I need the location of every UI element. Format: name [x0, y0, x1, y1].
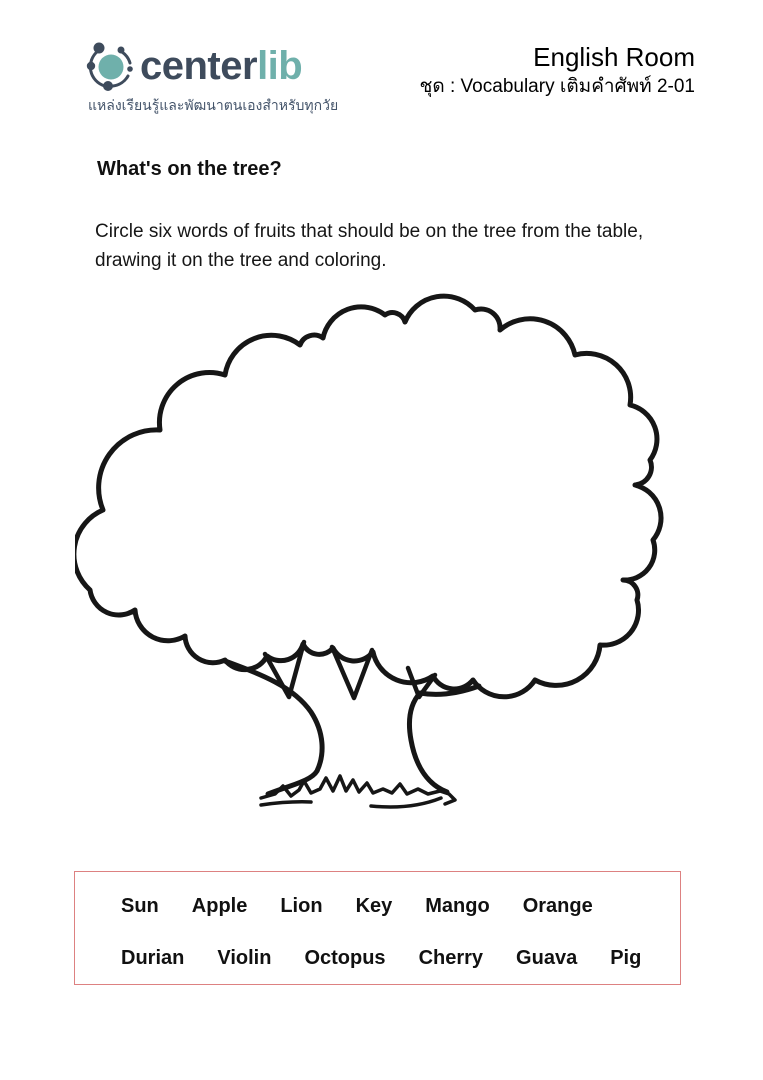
- word: Guava: [516, 947, 578, 969]
- exercise-instructions: Circle six words of fruits that should be on the tree from the table, drawing it on the tree and coloring.: [95, 221, 644, 271]
- grass-line-right: [371, 798, 441, 807]
- word: Lion: [280, 895, 323, 917]
- tree-illustration: [75, 280, 695, 860]
- word: Cherry: [418, 947, 484, 969]
- word: Octopus: [304, 947, 386, 969]
- tree-trunk-right: [409, 693, 447, 792]
- centerlib-logo-icon: [86, 38, 134, 94]
- word: Apple: [191, 895, 248, 917]
- word: Sun: [121, 895, 159, 917]
- document-title: English Room: [533, 42, 695, 72]
- brand-name-primary: center: [140, 44, 258, 88]
- word: Violin: [217, 947, 272, 969]
- brand-tagline: แหล่งเรียนรู้และพัฒนาตนเองสำหรับทุกวัย: [88, 97, 339, 113]
- word-table-row-2: [121, 945, 680, 972]
- word: Durian: [121, 947, 185, 969]
- word: Orange: [522, 895, 593, 917]
- word: Key: [355, 895, 393, 917]
- tree-trunk-left: [225, 661, 322, 794]
- word: Pig: [610, 947, 642, 969]
- brand-wordmark: [140, 38, 302, 94]
- grass-line-left: [261, 802, 311, 805]
- word-table-row-1: [121, 893, 680, 920]
- word-table: [74, 871, 681, 985]
- word: Mango: [425, 895, 490, 917]
- tree-canopy: [75, 296, 661, 697]
- brand-name-secondary: lib: [257, 44, 303, 88]
- document-subtitle: ชุด : Vocabulary เติมคำศัพท์ 2-01: [419, 76, 695, 97]
- tree-outline-drawing: [75, 280, 695, 860]
- brand-logo: [86, 38, 338, 117]
- exercise-heading: What's on the tree?: [97, 158, 282, 180]
- document-header: [419, 42, 695, 99]
